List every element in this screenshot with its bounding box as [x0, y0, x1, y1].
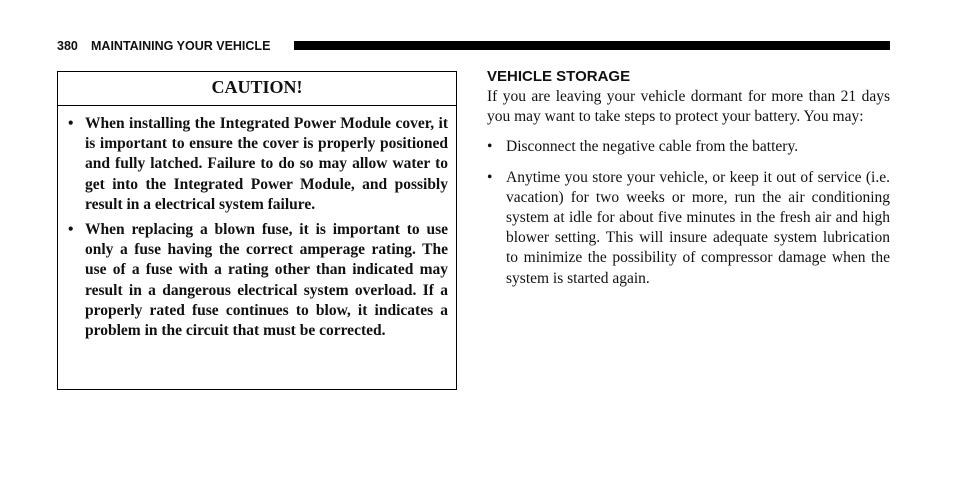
section-title: MAINTAINING YOUR VEHICLE	[91, 39, 271, 53]
bullet-icon: •	[487, 138, 493, 156]
vehicle-storage-section	[487, 67, 890, 299]
bullet-icon: •	[487, 168, 493, 186]
page-number: 380	[57, 39, 78, 53]
caution-title: CAUTION!	[58, 72, 456, 106]
caution-item	[68, 114, 448, 215]
page-header	[57, 38, 890, 54]
caution-box	[57, 71, 457, 390]
caution-item	[68, 220, 448, 341]
storage-list	[487, 137, 890, 288]
list-item-text: Anytime you store your vehicle, or keep it out of service (i.e. vacation) for two weeks or more, run the air conditioning system at idle for about five minutes in the fresh air and high blower setting. This will insure adequate system lubrication to minimize the possibility of compressor damage when the system is started again.	[506, 168, 890, 287]
caution-list	[58, 106, 456, 341]
caution-item-text: When installing the Integrated Power Module cover, it is important to ensure the cover is properly positioned and fully latched. Failure to do so may allow water to get into the Integrated Power Module, and possibly result in a electrical system failure.	[85, 115, 448, 213]
bullet-icon: •	[68, 221, 74, 239]
bullet-icon: •	[68, 115, 74, 132]
intro-paragraph: If you are leaving your vehicle dormant for more than 21 days you may want to take steps to protect your battery. You may:	[487, 88, 890, 126]
list-item-text: Disconnect the negative cable from the battery.	[506, 138, 799, 156]
caution-item-text: When replacing a blown fuse, it is important to use only a fuse having the correct amperage rating. The use of a fuse with a rating other than indicated may result in a dangerous electrical system overload. If a properly rated fuse continues to blow, it indicates a problem in the circuit that must be corrected.	[85, 221, 448, 340]
list-item	[487, 168, 890, 289]
list-item	[487, 137, 890, 157]
section-heading: VEHICLE STORAGE	[487, 68, 631, 85]
header-rule	[294, 41, 890, 50]
